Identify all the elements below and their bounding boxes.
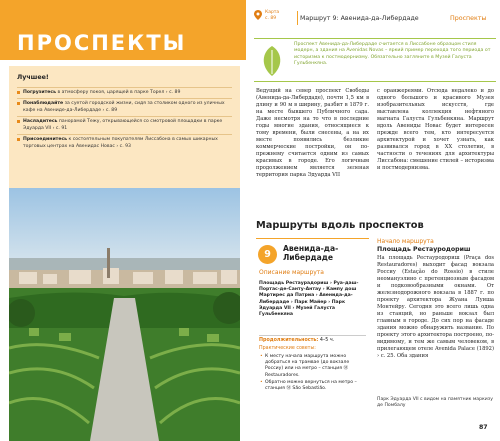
body-column-1: Ведущий на север проспект Свободы (Авенида-да-Либердаде), почти 1,5 км в длину и 90 м в ширину, разбит в 1879 г. на месте бывшего Публичного сада. Даже несмотря на то что в последние годы многие здания, относящиеся к тому времени, были снесены, а на их месте появились безликие коммерческие постройки, он по-прежнему считается одним из самых красивых в городе. Его логичным продолжением является зеленая территория парка Эдуарда VII xyxy=(256,88,369,178)
body-column-3: На площадь Рестауродориш (Praça dos Restauradores) выходит фасад вокзала Россиу (Estação do Rossio) в стиле неомануэлино с претенциозным фасадом и подковообразными окнами. От железнодорожного вокзала в 1887 г. по проекту архитектора Жуана Луиша Монтейру. Сегодня это всего лишь одна из станций, но раньше вокзал был главным в городе. До сих пор на фасаде здания можно обнаружить название. По проекту этого архитектора построено, по-видимому, и тем же самым человеком, в прилегающем отеле Avenida Palace (1892) › с. 25. Оба здания xyxy=(377,255,494,359)
page-number: 87 xyxy=(479,424,488,431)
highlight-text: к состоятельным покупателям Лиссабона в самых шикарных торговых центрах на Авенидас Новас › с. 93 xyxy=(23,136,218,149)
practical-tip: • К месту начала маршрута можно добраться на трамвае (до вокзале Россиу) или на метро – станция Ⓜ Restauradores. xyxy=(259,354,366,379)
section-name: Проспекты xyxy=(450,15,487,22)
route-start-name: Площадь Рестауродориш xyxy=(377,246,471,253)
highlight-item xyxy=(17,87,232,96)
practical-tip: • Обратно можно вернуться на метро – станция Ⓜ São Sebastião. xyxy=(259,380,366,392)
highlight-text: в атмосферу покоя, царящей в парке Торел › с. 89 xyxy=(55,90,181,95)
intro-box xyxy=(254,38,496,82)
right-page xyxy=(246,0,500,441)
route-duration xyxy=(259,335,366,343)
route-card xyxy=(256,238,369,441)
map-reference[interactable] xyxy=(265,10,279,21)
route-title: Маршрут 9: Авенида-да-Либердаде xyxy=(300,15,419,22)
highlight-verb: Насладитесь xyxy=(23,118,58,124)
highlight-item xyxy=(17,134,232,150)
highlight-item xyxy=(17,116,232,132)
highlight-verb: Погрузитесь xyxy=(23,90,56,95)
page-header xyxy=(254,8,496,28)
practical-tips-list xyxy=(259,354,366,393)
route-card-title: Авенида-да-Либердаде xyxy=(283,244,339,262)
leaf-icon xyxy=(258,44,286,78)
practical-tips-heading: Практические советы: xyxy=(259,346,316,351)
highlights-list xyxy=(17,87,232,150)
title-banner xyxy=(0,0,246,60)
route-description-heading: Описание маршрута xyxy=(259,269,324,276)
highlight-verb: Понаблюдайте xyxy=(23,100,64,106)
map-label: Карта xyxy=(265,10,280,15)
header-divider xyxy=(297,11,298,25)
highlight-text: панорамой Тежу, открывающейся со смотровой площадки в парке Эдуарда VII › с. 91 xyxy=(23,118,223,131)
route-stops: Площадь Рестаурадориш › Руа-даш-Портас-де-Санту-Антау › Кампу дош Мартирес да Патриа › Авенида-да-Либердаде › Парк Майер › Парк Эдуарда VII › Музей Галуста Гульбенкяна xyxy=(259,281,359,318)
route-start-label: Начало маршрута xyxy=(377,238,434,245)
map-pin-icon xyxy=(254,10,262,20)
highlight-item xyxy=(17,98,232,114)
park-photo xyxy=(9,188,240,441)
park-photo-image xyxy=(9,188,240,441)
highlights-box xyxy=(9,60,240,188)
highlight-verb: Присоединитесь xyxy=(23,136,68,142)
photo-caption: Парк Эдуарда VII с видом на памятник маркизу де Помбалу xyxy=(377,397,493,408)
left-page xyxy=(0,0,246,441)
duration-label: Продолжительность: xyxy=(259,338,319,343)
route-number-badge: 9 xyxy=(258,245,277,264)
body-column-2: с оранжереями. Отсюда недалеко и до одного большого и красивого Музея изобразительных искусств, где выставлена коллекция нефтяного магната Галуста Гульбенкяна. Маршрут вдоль Авениды Новас будет интересен прежде всего тем, кто интересуется архитектурой и хочет узнать, как развивался город в XX столетии, в частности о течениях для архитектуры Лиссабона: смешение стилей – историзма и постмодернизма. xyxy=(377,88,494,171)
intro-text: Проспект Авенида-да-Либердаде считается в Лиссабоне образцом стиля модерн, а здания на Avenidas Novas – яркий пример перехода того периода от историзма к постмодернизму. Обязательно загляните в Музей Галуста Гульбенкяна. xyxy=(294,42,491,67)
highlight-text: за суетой городской жизни, сидя за столиком одного из уличных кафе на Авениде-да-Либердаде › с. 89 xyxy=(23,100,225,113)
duration-value: 4–5 ч. xyxy=(318,338,335,343)
highlights-heading: Лучшее! xyxy=(17,74,49,81)
map-page: с. 89 xyxy=(265,15,277,21)
section-heading: Маршруты вдоль проспектов xyxy=(256,220,424,231)
page-title: ПРОСПЕКТЫ xyxy=(17,31,187,55)
